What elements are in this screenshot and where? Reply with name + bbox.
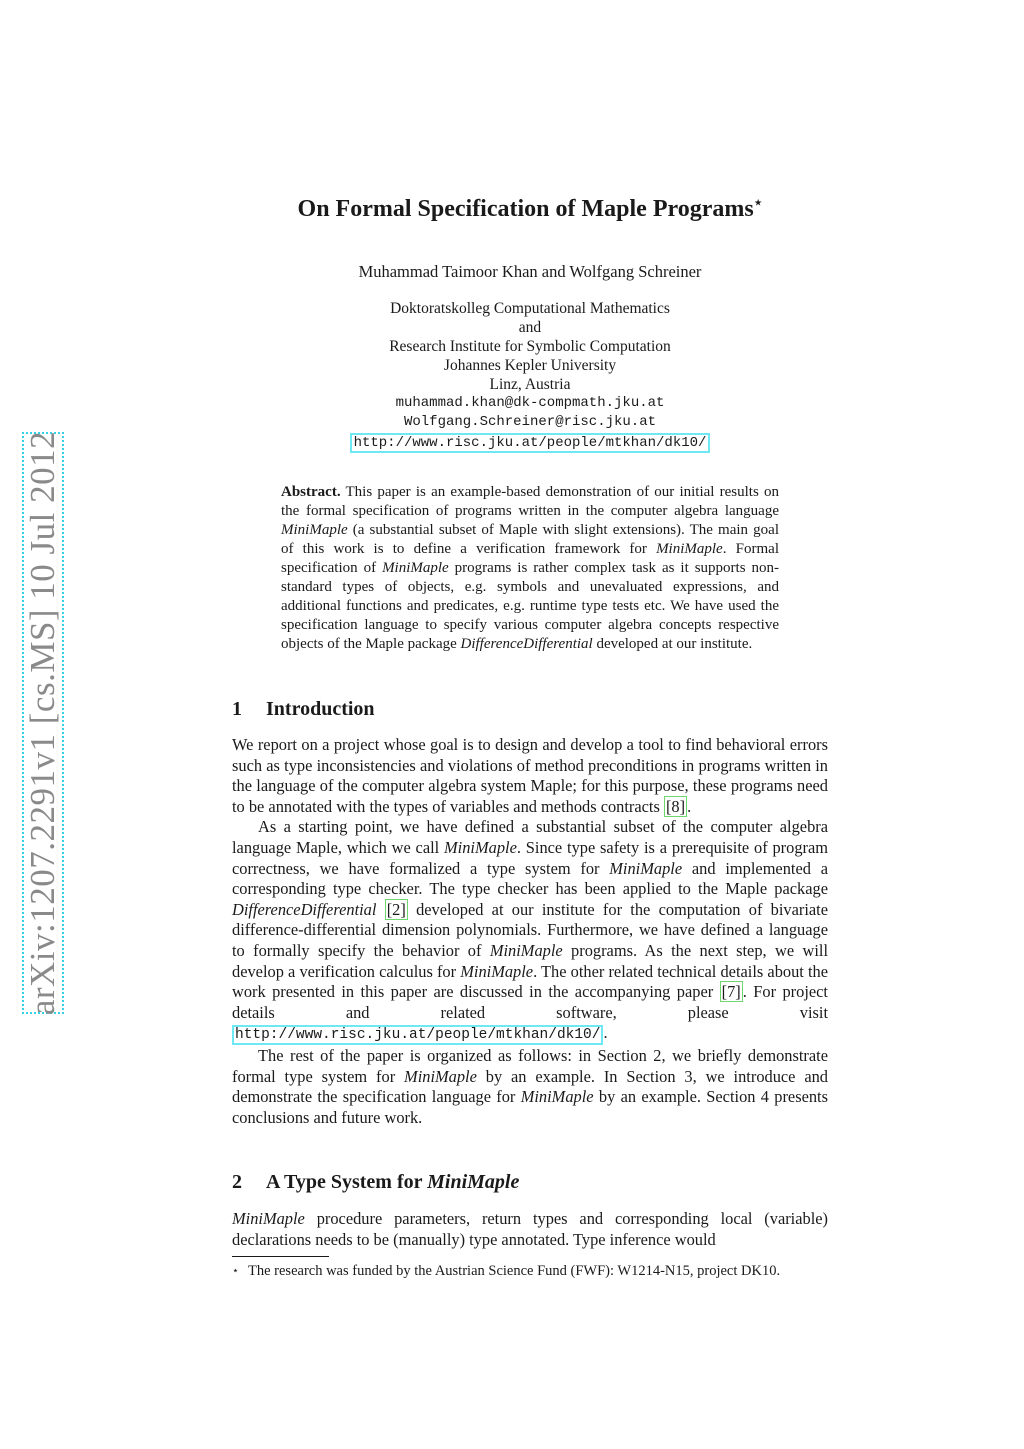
affiliation-line: Johannes Kepler University (443, 357, 617, 374)
introduction-body (232, 735, 828, 1128)
paragraph: MiniMaple procedure parameters, return types and corresponding local (variable) declarations needs to be (manually) type annotated. Type inference would (232, 1209, 828, 1249)
citation-link[interactable]: [7] (721, 982, 741, 1002)
affiliation-block (330, 299, 730, 453)
section-number: 2 (232, 1171, 242, 1193)
affiliation-line: Linz, Austria (489, 376, 571, 393)
abstract: Abstract. This paper is an example-based demonstration of our initial results on the formal specification of programs written in the computer algebra language MiniMaple (a substantial subset of Maple with slight extensions). The main goal of this work is to define a verification framework for MiniMaple. Formal specification of MiniMaple programs is rather complex task as it supports non-standard types of objects, e.g. symbols and unevaluated expressions, and additional functions and predicates, e.g. runtime type tests etc. We have used the specification language to specify various computer algebra concepts respective objects of the Maple package DifferenceDifferential developed at our institute. (281, 484, 779, 652)
paragraph: As a starting point, we have defined a substantial subset of the computer algebra language Maple, which we call MiniMaple. Since type safety is a prerequisite of program correctness, we have formalized a type system for MiniMaple and implemented a corresponding type checker. The type checker has been applied to the Maple package DifferenceDifferential [2] developed at our institute for the computation of bivariate difference-differential dimension polynomials. Furthermore, we have defined a language to formally specify the behavior of MiniMaple programs. As the next step, we will develop a verification calculus for MiniMaple. The other related technical details about the work presented in this paper are discussed in the accompanying paper [7] . For project details and related software, please visit http://www.risc.jku.at/people/mtkhan/dk10/ . (232, 817, 828, 1044)
paper-title: On Formal Specification of Maple Programs⋆ (297, 196, 763, 222)
email-schreiner: Wolfgang.Schreiner@risc.jku.at (403, 414, 657, 430)
affiliation-line: Research Institute for Symbolic Computation (389, 338, 671, 355)
citation-link[interactable]: [8] (665, 796, 686, 816)
section-heading-type-system (232, 1171, 519, 1194)
section-heading-introduction (232, 698, 375, 721)
paragraph: The rest of the paper is organized as follows: in Section 2, we briefly demonstrate formal type system for MiniMaple by an example. In Section 3, we introduce and demonstrate the specification language for MiniMaple by an example. Section 4 presents conclusions and future work. (232, 1045, 828, 1127)
paragraph: We report on a project whose goal is to design and develop a tool to find behavioral errors such as type inconsistencies and violations of method preconditions in programs written in the language of the computer algebra system Maple; for this purpose, these programs need to be annotated with the types of variables and methods contracts [8] . (232, 735, 828, 816)
project-url-link[interactable]: http://www.risc.jku.at/people/mtkhan/dk10/ (232, 1025, 603, 1045)
abstract-label: Abstract. (281, 484, 341, 500)
project-url-link[interactable]: http://www.risc.jku.at/people/mtkhan/dk10/ (350, 433, 711, 453)
arxiv-identifier-text: arXiv:1207.2291v1 [cs.MS] 10 Jul 2012 (23, 430, 62, 1016)
section-number: 1 (232, 698, 242, 720)
type-system-body (232, 1209, 828, 1250)
affiliation-line: Doktoratskolleg Computational Mathematics (390, 300, 670, 317)
footnote (232, 1262, 828, 1281)
authors: Muhammad Taimoor Khan and Wolfgang Schreiner (358, 262, 702, 281)
section-title: A Type System for (266, 1171, 428, 1193)
title-footnote-mark: ⋆ (753, 196, 763, 211)
arxiv-identifier-stamp[interactable] (22, 432, 64, 1014)
citation-link[interactable]: [2] (386, 899, 406, 919)
footnote-mark: ⋆ (232, 1265, 239, 1277)
affiliation-line: and (518, 319, 542, 336)
section-title-emphasis: MiniMaple (427, 1171, 520, 1193)
footnote-divider (232, 1256, 329, 1257)
section-title: Introduction (266, 698, 375, 720)
footnote-text: The research was funded by the Austrian Science Fund (FWF): W1214-N15, project DK10. (248, 1263, 781, 1279)
email-khan: muhammad.khan@dk-compmath.jku.at (395, 395, 665, 411)
